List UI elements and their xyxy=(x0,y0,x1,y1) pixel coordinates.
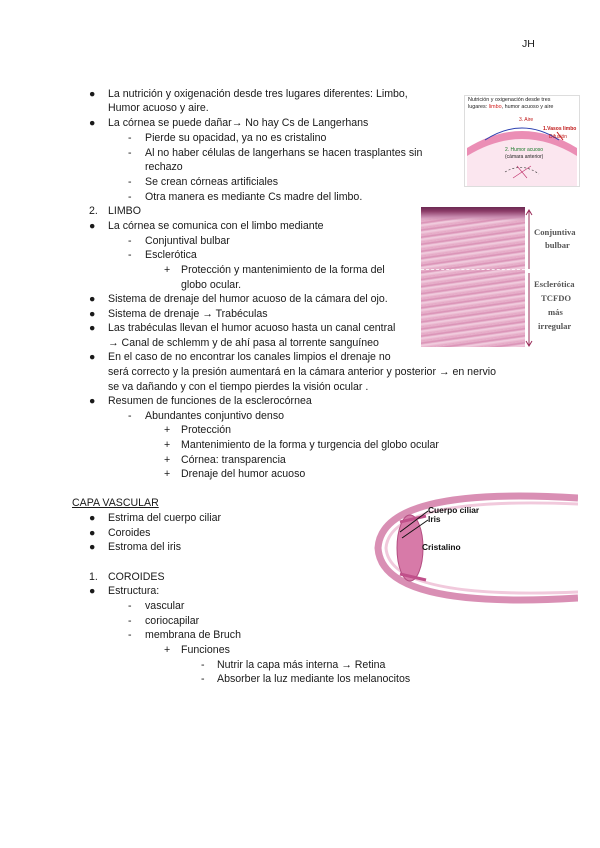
text-line: Se crean córneas artificiales xyxy=(145,176,279,188)
text-line: Pierde su opacidad, ya no es cristalino xyxy=(145,132,327,144)
label-conjuntiva: Conjuntiva xyxy=(534,227,576,237)
bullet: ● xyxy=(89,527,96,539)
figure-title: Nutrición y oxigenación desde tres xyxy=(468,97,551,103)
text-line: Estrima del cuerpo ciliar xyxy=(108,512,222,524)
dash: - xyxy=(128,191,132,203)
text-line: Nutrir la capa más interna → Retina xyxy=(217,659,386,671)
text-line: globo ocular. xyxy=(181,279,242,291)
label-camara-anterior: (cámara anterior) xyxy=(505,154,544,160)
bullet: ● xyxy=(89,220,96,232)
text-line: Abundantes conjuntivo denso xyxy=(145,410,285,422)
text-line: Estructura: xyxy=(108,585,160,597)
bullet: ● xyxy=(89,512,96,524)
text-line: Al no haber células de langerhans se hacen trasplantes sin xyxy=(145,147,423,159)
dash: - xyxy=(201,659,205,671)
bullet: ● xyxy=(89,541,96,553)
text-line: Estroma del iris xyxy=(108,541,181,553)
label-aire: 3. Aire xyxy=(519,117,534,123)
dash: - xyxy=(128,410,132,422)
label-difusion: Difusión xyxy=(549,134,568,140)
section-heading-coroides: COROIDES xyxy=(108,571,165,583)
bullet: ● xyxy=(89,585,96,597)
label-mas: más xyxy=(548,307,563,317)
bullet: ● xyxy=(89,351,96,363)
bullet: ● xyxy=(89,395,96,407)
plus: + xyxy=(164,468,171,480)
text-line: Conjuntival bulbar xyxy=(145,235,230,247)
bullet: ● xyxy=(89,293,96,305)
cornea-nutrition-figure xyxy=(464,95,580,187)
limbus-histology-figure xyxy=(421,207,579,347)
header-initials: JH xyxy=(522,38,535,50)
label-cuerpo-ciliar: Cuerpo ciliar xyxy=(428,505,480,515)
text-line: Absorber la luz mediante los melanocitos xyxy=(217,673,411,685)
plus: + xyxy=(164,264,171,276)
text-line: Protección xyxy=(181,424,232,436)
bullet: ● xyxy=(89,117,96,129)
section-heading-capa-vascular: CAPA VASCULAR xyxy=(72,497,159,509)
text-line: La córnea se comunica con el limbo mediante xyxy=(108,220,324,232)
text-line: se va dañando y con el tiempo pierdes la visión ocular . xyxy=(108,381,369,393)
section-heading-limbo: LIMBO xyxy=(108,205,141,217)
text-line: Sistema de drenaje → Trabéculas xyxy=(108,308,268,320)
text-line: Las trabéculas llevan el humor acuoso hasta un canal central xyxy=(108,322,396,334)
text-line: membrana de Bruch xyxy=(145,629,241,641)
text-line: Funciones xyxy=(181,644,230,656)
label-cristalino: Cristalino xyxy=(422,542,461,552)
dash: - xyxy=(201,673,205,685)
plus: + xyxy=(164,644,171,656)
dash: - xyxy=(128,147,132,159)
text-line: rechazo xyxy=(145,161,183,173)
text-line: La nutrición y oxigenación desde tres lugares diferentes: Limbo, xyxy=(108,88,408,100)
dash: - xyxy=(128,132,132,144)
text-line: Protección y mantenimiento de la forma del xyxy=(181,264,385,276)
dash: - xyxy=(128,629,132,641)
dash: - xyxy=(128,235,132,247)
text-line: Otra manera es mediante Cs madre del limbo. xyxy=(145,191,363,203)
text-line: Coroides xyxy=(108,527,151,539)
text-line: Drenaje del humor acuoso xyxy=(181,468,306,480)
text-line: En el caso de no encontrar los canales limpios el drenaje no xyxy=(108,351,391,363)
bullet: ● xyxy=(89,308,96,320)
label-esclerotica: Esclerótica xyxy=(534,279,575,289)
dash: - xyxy=(128,615,132,627)
dash: - xyxy=(128,600,132,612)
plus: + xyxy=(164,439,171,451)
text-line: será correcto y la presión aumentará en la cámara anterior y posterior → en nervio xyxy=(108,366,497,378)
label-iris: Iris xyxy=(428,514,441,524)
text-line: Humor acuoso y aire. xyxy=(108,102,209,114)
text-line: Mantenimiento de la forma y turgencia del globo ocular xyxy=(181,439,439,451)
dash: - xyxy=(128,249,132,261)
text-line: Esclerótica xyxy=(145,249,197,261)
text-line: Sistema de drenaje del humor acuoso de la cámara del ojo. xyxy=(108,293,388,305)
bullet: ● xyxy=(89,88,96,100)
label-tcfdo: TCFDO xyxy=(541,293,572,303)
text-line: coriocapilar xyxy=(145,615,200,627)
bullet: ● xyxy=(89,322,96,334)
list-number: 1. xyxy=(89,571,98,583)
plus: + xyxy=(164,454,171,466)
text-line: Resumen de funciones de la esclerocórnea xyxy=(108,395,312,407)
label-irregular: irregular xyxy=(538,321,572,331)
plus: + xyxy=(164,424,171,436)
label-humor-acuoso: 2. Humor acuoso xyxy=(505,147,544,153)
text-line: vascular xyxy=(145,600,185,612)
text-line: La córnea se puede dañar→ No hay Cs de Langerhans xyxy=(108,117,369,129)
list-number: 2. xyxy=(89,205,98,217)
text-line: Córnea: transparencia xyxy=(181,454,286,466)
label-bulbar: bulbar xyxy=(545,240,570,250)
eye-section-figure xyxy=(372,492,578,604)
label-vasos-limbo: 1.Vasos limbo xyxy=(543,126,577,132)
text-line: → Canal de schlemm y de ahí pasa al torrente sanguíneo xyxy=(108,337,379,349)
figure-title-line2: lugares: limbo, humor acuoso y aire xyxy=(468,104,554,110)
dash: - xyxy=(128,176,132,188)
